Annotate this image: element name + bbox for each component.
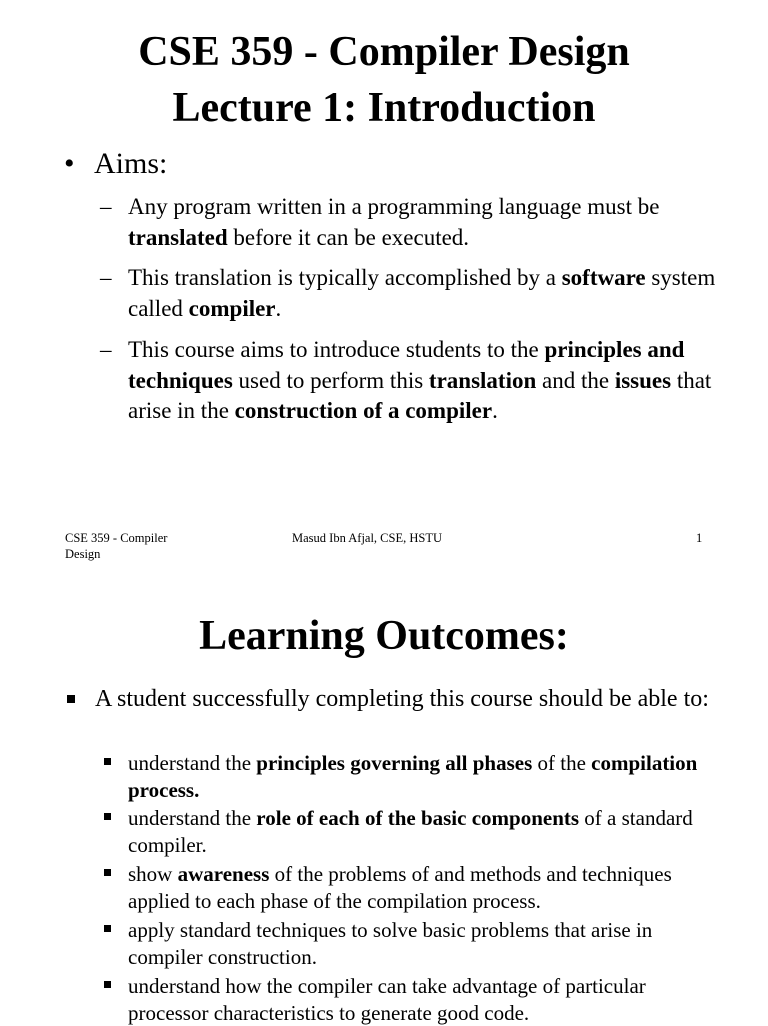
outcome-item-4 [104, 917, 724, 970]
outcomes-intro [64, 684, 734, 714]
outcome-item-1-text: understand the principles governing all phases of the compilation process. [128, 751, 698, 802]
aims-item-3-text: This course aims to introduce students to the principles and techniques used to perform this translation and the issues that arise in the construction of a compiler. [128, 337, 712, 423]
outcome-item-2 [104, 805, 724, 858]
footer-page-number: 1 [696, 531, 703, 545]
outcome-item-5 [104, 973, 724, 1026]
dash-icon: – [100, 337, 112, 362]
dash-icon: – [100, 265, 112, 290]
outcome-item-2-text: understand the role of each of the basic components of a standard compiler. [128, 806, 693, 857]
square-bullet-icon [104, 758, 111, 765]
square-bullet-icon [104, 981, 111, 988]
slide-title: CSE 359 - Compiler Design [138, 29, 630, 75]
slide-2 [0, 576, 768, 1024]
footer-author: Masud Ibn Afjal, CSE, HSTU [292, 531, 442, 545]
outcome-item-4-text: apply standard techniques to solve basic problems that arise in compiler construction. [128, 918, 653, 969]
footer-course: CSE 359 - Compiler Design [65, 531, 168, 561]
outcome-item-3 [104, 861, 724, 914]
lecture-subtitle: Lecture 1: Introduction [172, 85, 596, 131]
square-bullet-icon [104, 813, 111, 820]
outcomes-intro-text: A student successfully completing this course should be able to: [95, 686, 709, 712]
aims-item-2 [100, 263, 720, 324]
learning-outcomes-title: Learning Outcomes: [199, 613, 569, 659]
aims-label: Aims: [94, 147, 168, 180]
bullet-dot-icon: • [64, 147, 75, 180]
aims-item-2-text: This translation is typically accomplished by a software system called compiler. [128, 265, 716, 321]
square-bullet-icon [104, 925, 111, 932]
outcome-item-3-text: show awareness of the problems of and methods and techniques applied to each phase of the compilation process. [128, 862, 672, 913]
aims-item-1-text: Any program written in a programming language must be translated before it can be executed. [128, 194, 660, 250]
dash-icon: – [100, 194, 112, 219]
aims-item-3 [100, 335, 720, 427]
outcome-item-1 [104, 750, 724, 803]
aims-bullet [64, 146, 167, 182]
outcome-item-5-text: understand how the compiler can take advantage of particular processor characteristics to generate good code. [128, 974, 646, 1025]
square-bullet-icon [104, 869, 111, 876]
square-bullet-icon [67, 695, 75, 703]
aims-item-1 [100, 192, 720, 253]
